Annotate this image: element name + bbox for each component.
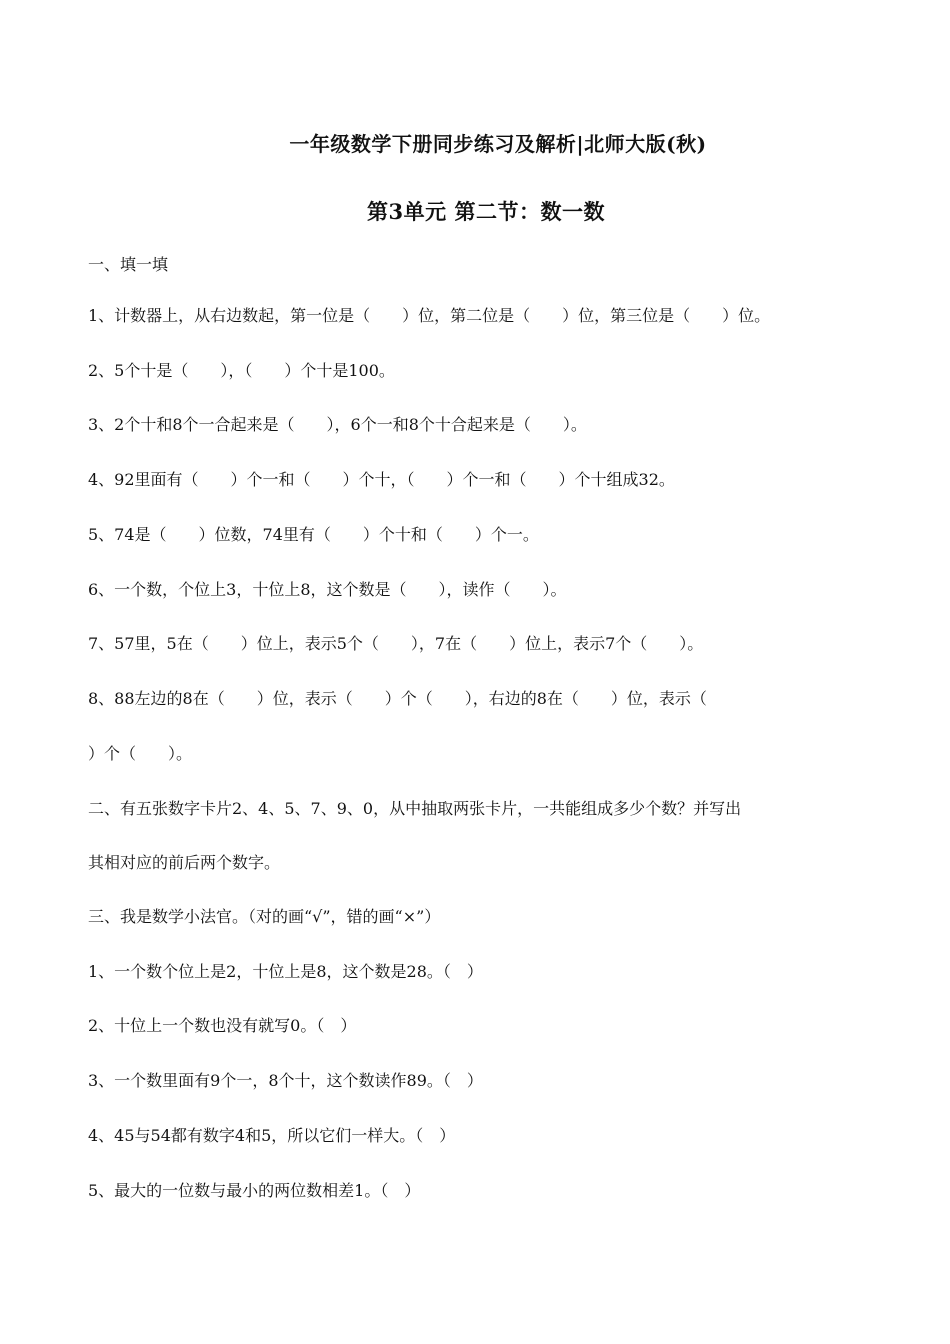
document-title: 一年级数学下册同步练习及解析|北师大版(秋) bbox=[289, 132, 707, 156]
fill-question-1: 1、计数器上，从右边数起，第一位是（ ）位，第二位是（ ）位，第三位是（ ）位。 bbox=[88, 306, 771, 325]
fill-question-8: 8、88左边的8在（ ）位，表示（ ）个（ ），右边的8在（ ）位，表示（ bbox=[88, 689, 707, 708]
fill-question-3: 3、2个十和8个一合起来是（ ），6个一和8个十合起来是（ ）。 bbox=[88, 415, 587, 434]
judge-question-2: 2、十位上一个数也没有就写0。（ ） bbox=[88, 1016, 357, 1035]
judge-question-1: 1、一个数个位上是2，十位上是8，这个数是28。（ ） bbox=[88, 962, 483, 981]
fill-section-heading: 一、填一填 bbox=[88, 255, 169, 274]
judge-section-heading: 三、我是数学小法官。（对的画“√”，错的画“×”） bbox=[88, 907, 441, 926]
fill-question-6: 6、一个数，个位上3，十位上8，这个数是（ ），读作（ ）。 bbox=[88, 580, 567, 599]
judge-question-4: 4、45与54都有数字4和5，所以它们一样大。（ ） bbox=[88, 1126, 456, 1145]
fill-question-7: 7、57里，5在（ ）位上，表示5个（ ），7在（ ）位上，表示7个（ ）。 bbox=[88, 634, 704, 653]
fill-question-4: 4、92里面有（ ）个一和（ ）个十，（ ）个一和（ ）个十组成32。 bbox=[88, 470, 675, 489]
fill-question-5: 5、74是（ ）位数，74里有（ ）个十和（ ）个一。 bbox=[88, 525, 539, 544]
cards-question-line-1: 二、有五张数字卡片2、4、5、7、9、0，从中抽取两张卡片，一共能组成多少个数？并写出 bbox=[88, 799, 742, 818]
judge-question-3: 3、一个数里面有9个一，8个十，这个数读作89。（ ） bbox=[88, 1071, 483, 1090]
judge-question-5: 5、最大的一位数与最小的两位数相差1。（ ） bbox=[88, 1181, 421, 1200]
cards-question-line-2: 其相对应的前后两个数字。 bbox=[88, 853, 281, 872]
section-subtitle: 第3单元 第二节：数一数 bbox=[367, 199, 605, 224]
fill-question-8-continued: ）个（ ）。 bbox=[88, 744, 193, 763]
fill-question-2: 2、5个十是（ ），（ ）个十是100。 bbox=[88, 361, 395, 380]
